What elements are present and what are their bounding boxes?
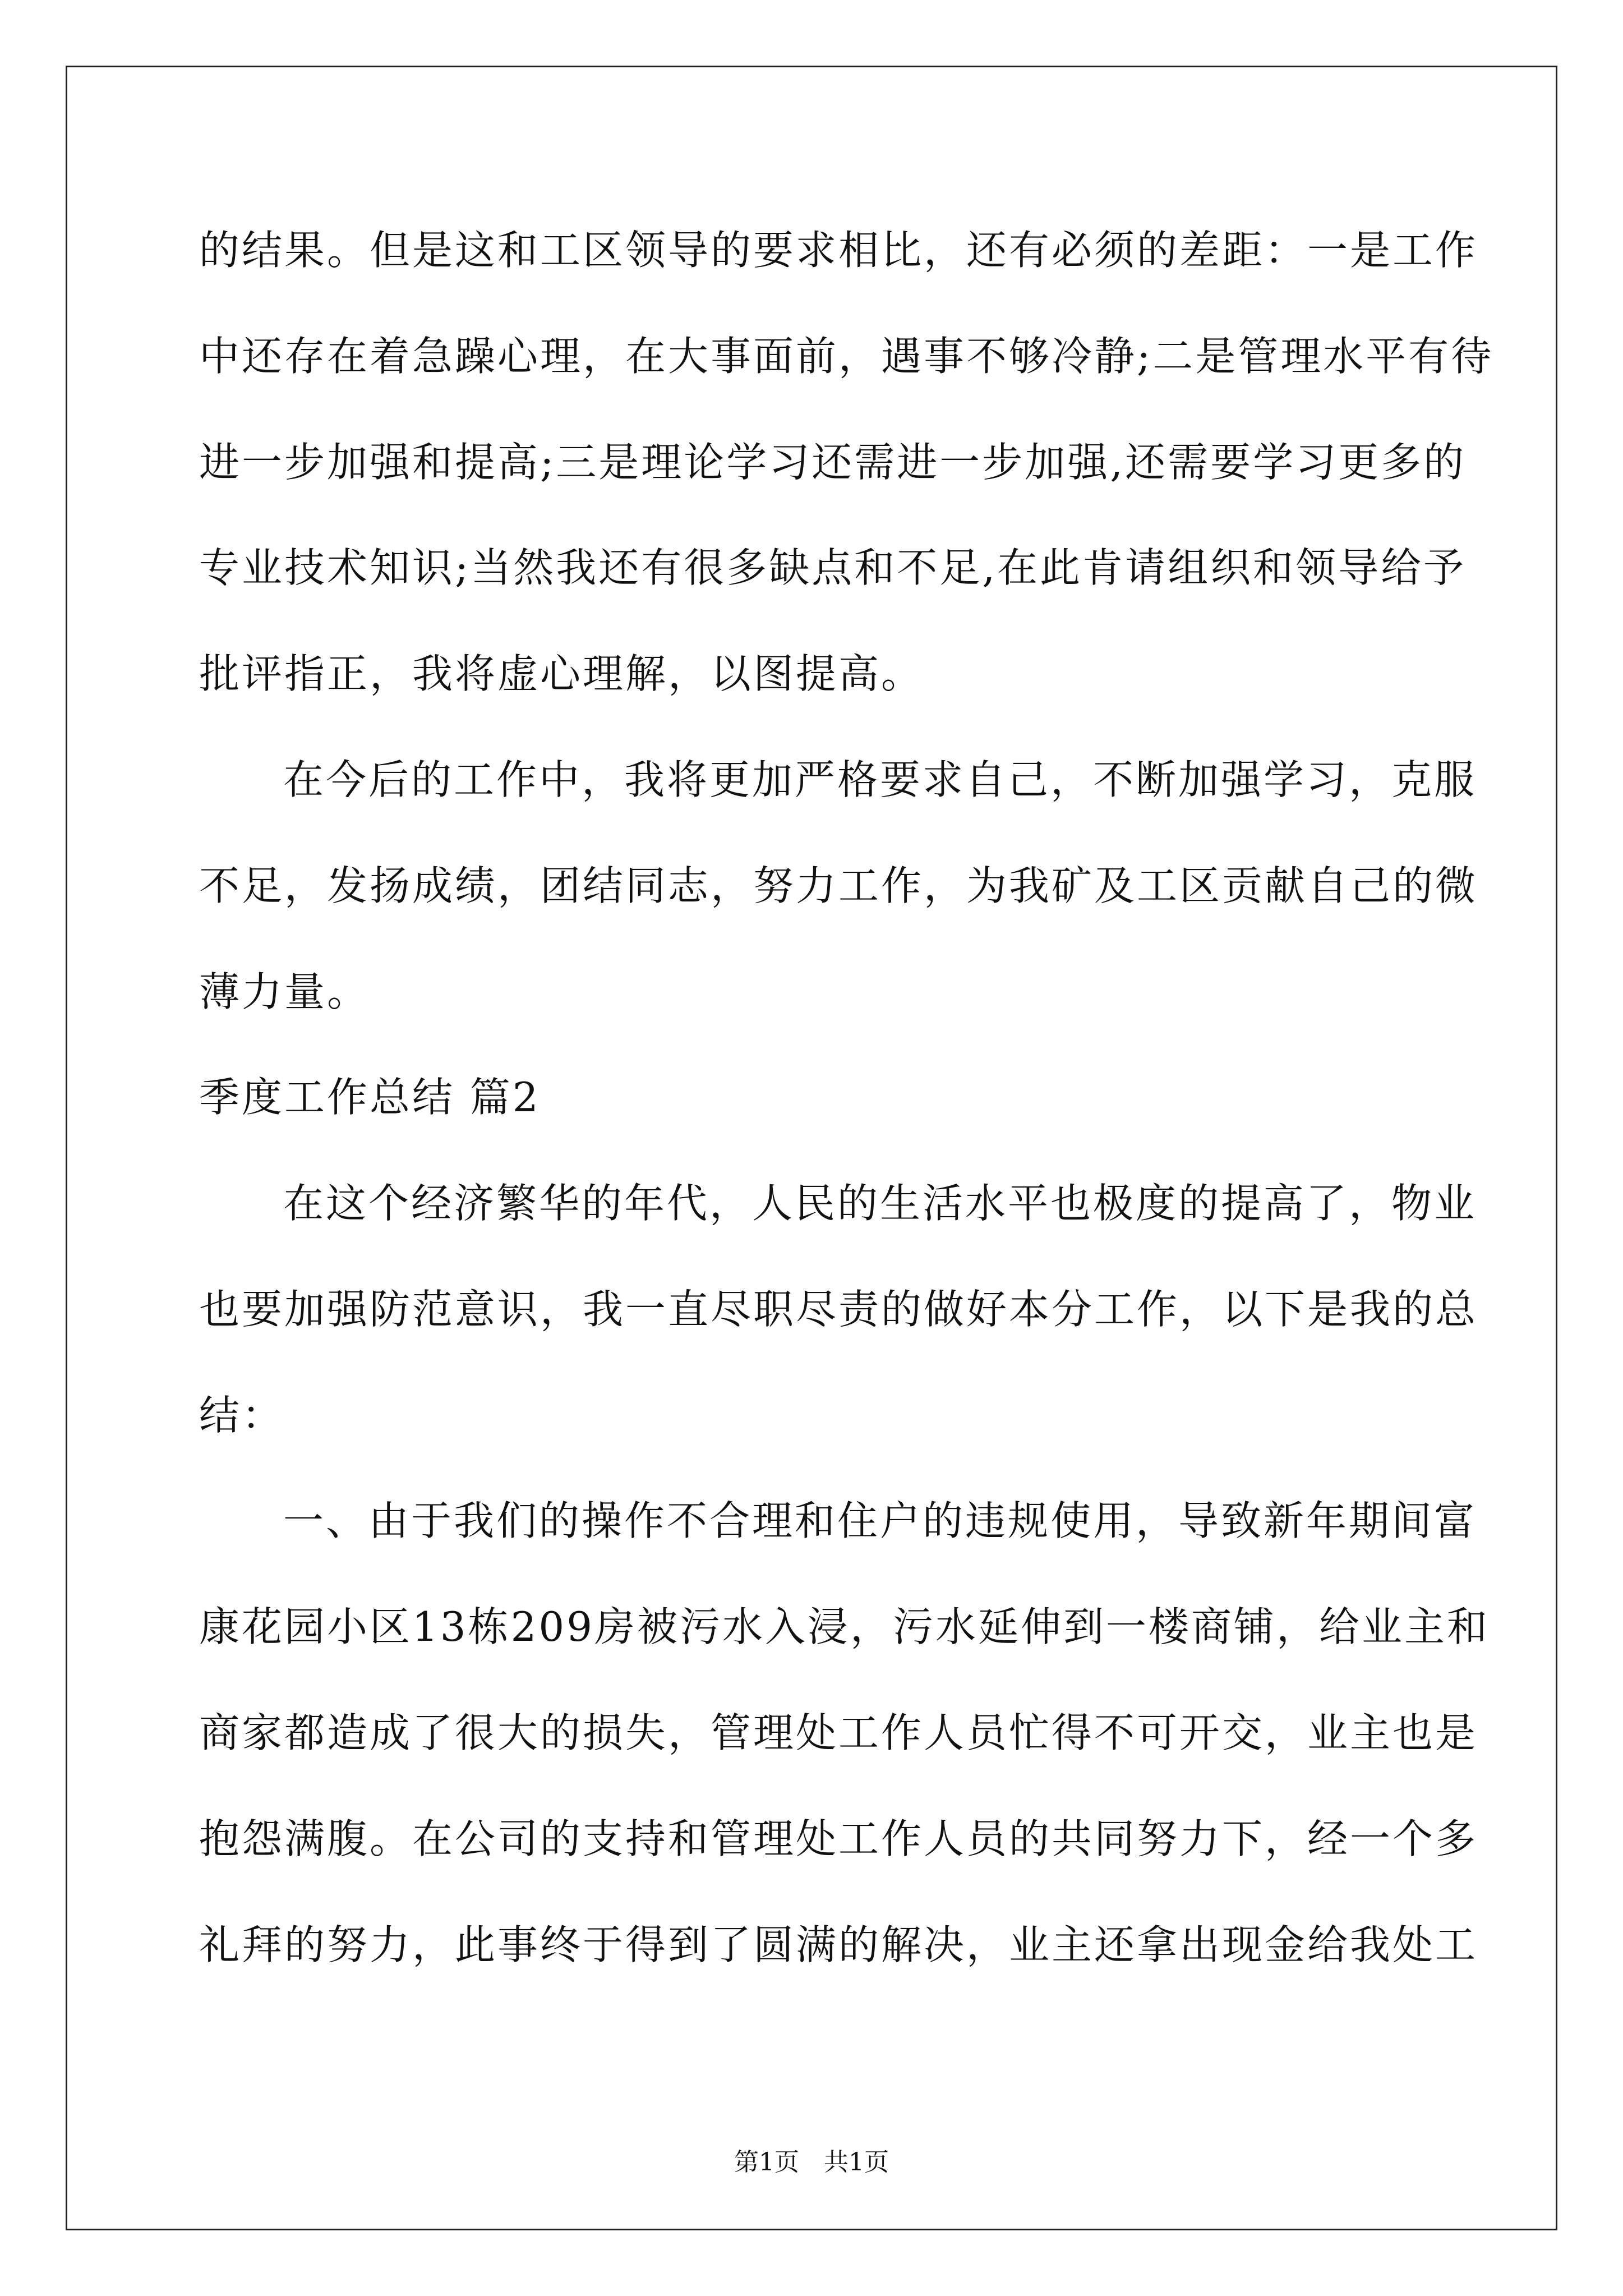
text-line: 中还存在着急躁心理，在大事面前，遇事不够冷静;二是管理水平有待 [199,333,1494,380]
page-number-footer: 第1页 共1页 [734,2148,889,2177]
text-line: 的结果。但是这和工区领导的要求相比，还有必须的差距：一是工作 [199,227,1478,274]
text-line: 在今后的工作中，我将更加严格要求自己，不断加强学习，克服 [283,756,1477,803]
section-heading: 季度工作总结 篇2 [199,1074,541,1121]
text-line: 商家都造成了很大的损失，管理处工作人员忙得不可开交，业主也是 [199,1709,1478,1756]
text-line: 批评指正，我将虚心理解，以图提高。 [199,650,924,697]
text-line: 进一步加强和提高;三是理论学习还需进一步加强,还需要学习更多的 [199,439,1467,486]
text-line: 抱怨满腹。在公司的支持和管理处工作人员的共同努力下，经一个多 [199,1815,1478,1862]
text-line: 结： [199,1392,285,1439]
text-line: 薄力量。 [199,968,370,1015]
page-border [66,66,1557,2230]
text-line: 在这个经济繁华的年代，人民的生活水平也极度的提高了，物业 [283,1180,1477,1227]
text-line: 也要加强防范意识，我一直尽职尽责的做好本分工作，以下是我的总 [199,1286,1478,1333]
text-line: 康花园小区13栋209房被污水入浸，污水延伸到一楼商铺，给业主和 [199,1603,1490,1650]
text-line: 专业技术知识;当然我还有很多缺点和不足,在此肯请组织和领导给予 [199,544,1467,591]
text-line: 礼拜的努力，此事终于得到了圆满的解决，业主还拿出现金给我处工 [199,1921,1478,1968]
text-line: 不足，发扬成绩，团结同志，努力工作，为我矿及工区贡献自己的微 [199,862,1478,909]
text-line: 一、由于我们的操作不合理和住户的违规使用，导致新年期间富 [283,1497,1477,1544]
